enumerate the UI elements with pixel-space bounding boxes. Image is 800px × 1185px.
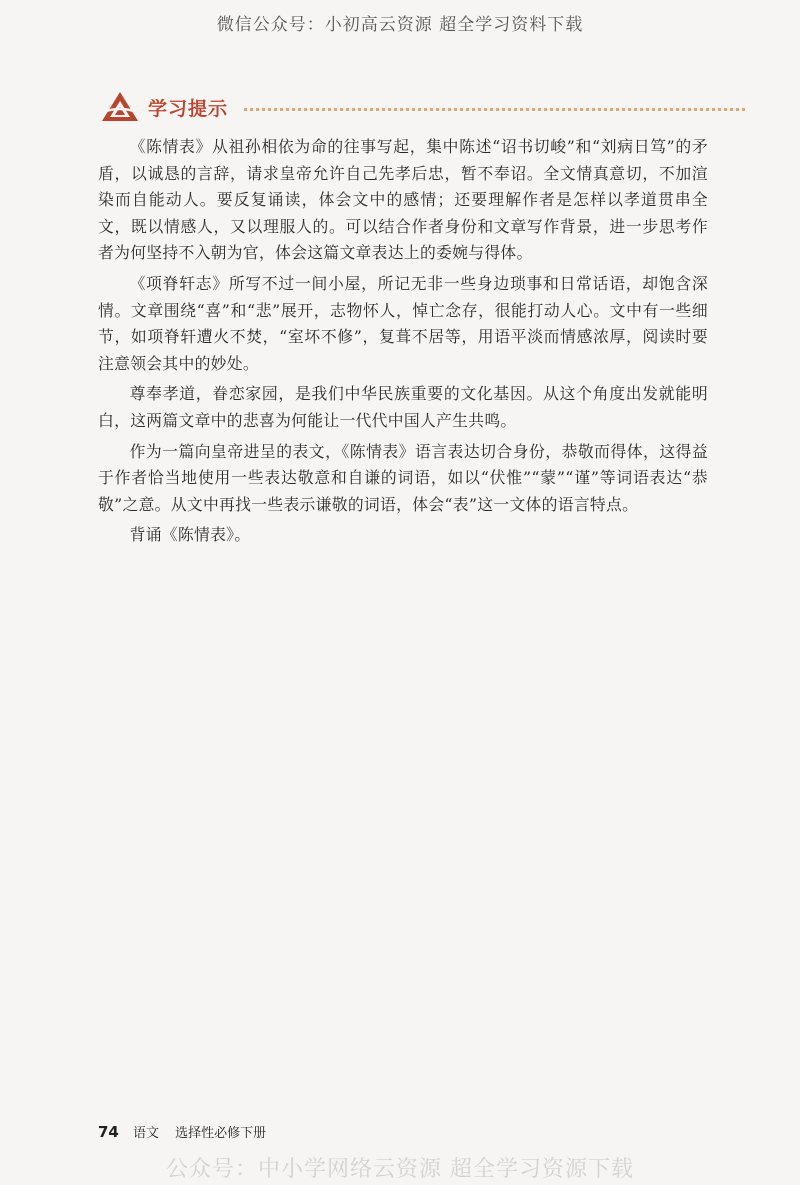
footer-watermark: 公众号：中小学网络云资源 超全学习资源下载: [166, 1157, 634, 1182]
subject-name: 语文: [133, 1126, 160, 1141]
paragraph-xiangjixuanzhi: 《项脊轩志》所写不过一间小屋，所记无非一些身边琐事和日常话语，却饱含深情。文章围绕“喜”和“悲”展开，志物怀人，悼亡念存，很能打动人心。文中有一些细节，如项脊轩遭火不焚，“室坏不修”，复葺不居等，用语平淡而情感浓厚，阅读时要注意领会其中的妙处。: [98, 273, 708, 373]
dotted-divider: [244, 108, 745, 111]
study-tip-logo-icon: [100, 90, 140, 124]
header-watermark: 微信公众号：小初高云资源 超全学习资料下载: [216, 15, 584, 35]
volume-name: 选择性必修下册: [175, 1126, 267, 1141]
paragraph-recite: 背诵《陈情表》。: [129, 525, 251, 545]
paragraph-culture: 尊奉孝道，眷恋家园，是我们中华民族重要的文化基因。从这个角度出发就能明白，这两篇文章中的悲喜为何能让一代代中国人产生共鸣。: [98, 384, 708, 430]
section-title: 学习提示: [148, 97, 229, 120]
paragraph-chenqingbiao: 《陈情表》从祖孙相依为命的往事写起，集中陈述“诏书切峻”和“刘病日笃”的矛盾，以诚恳的言辞，请求皇帝允许自己先孝后忠，暂不奉诏。全文情真意切，不加渲染而自能动人。要反复诵读，体会文中的感情；还要理解作者是怎样以孝道贯串全文，既以情感人，又以理服人的。可以结合作者身份和文章写作背景，进一步思考作者为何坚持不入朝为官，体会这篇文章表达上的委婉与得体。: [98, 137, 708, 263]
tip-content: [98, 134, 708, 553]
paragraph-language: 作为一篇向皇帝进呈的表文，《陈情表》语言表达切合身份，恭敬而得体，这得益于作者恰当地使用一些表达敬意和自谦的词语，如以“伏惟”“蒙”“谨”等词语表达“恭敬”之意。从文中再找一些表示谦敬的词语，体会“表”这一文体的语言特点。: [98, 441, 708, 514]
page-footer: [98, 1122, 266, 1141]
section-header: [100, 90, 745, 124]
page-number: 74: [98, 1123, 119, 1141]
